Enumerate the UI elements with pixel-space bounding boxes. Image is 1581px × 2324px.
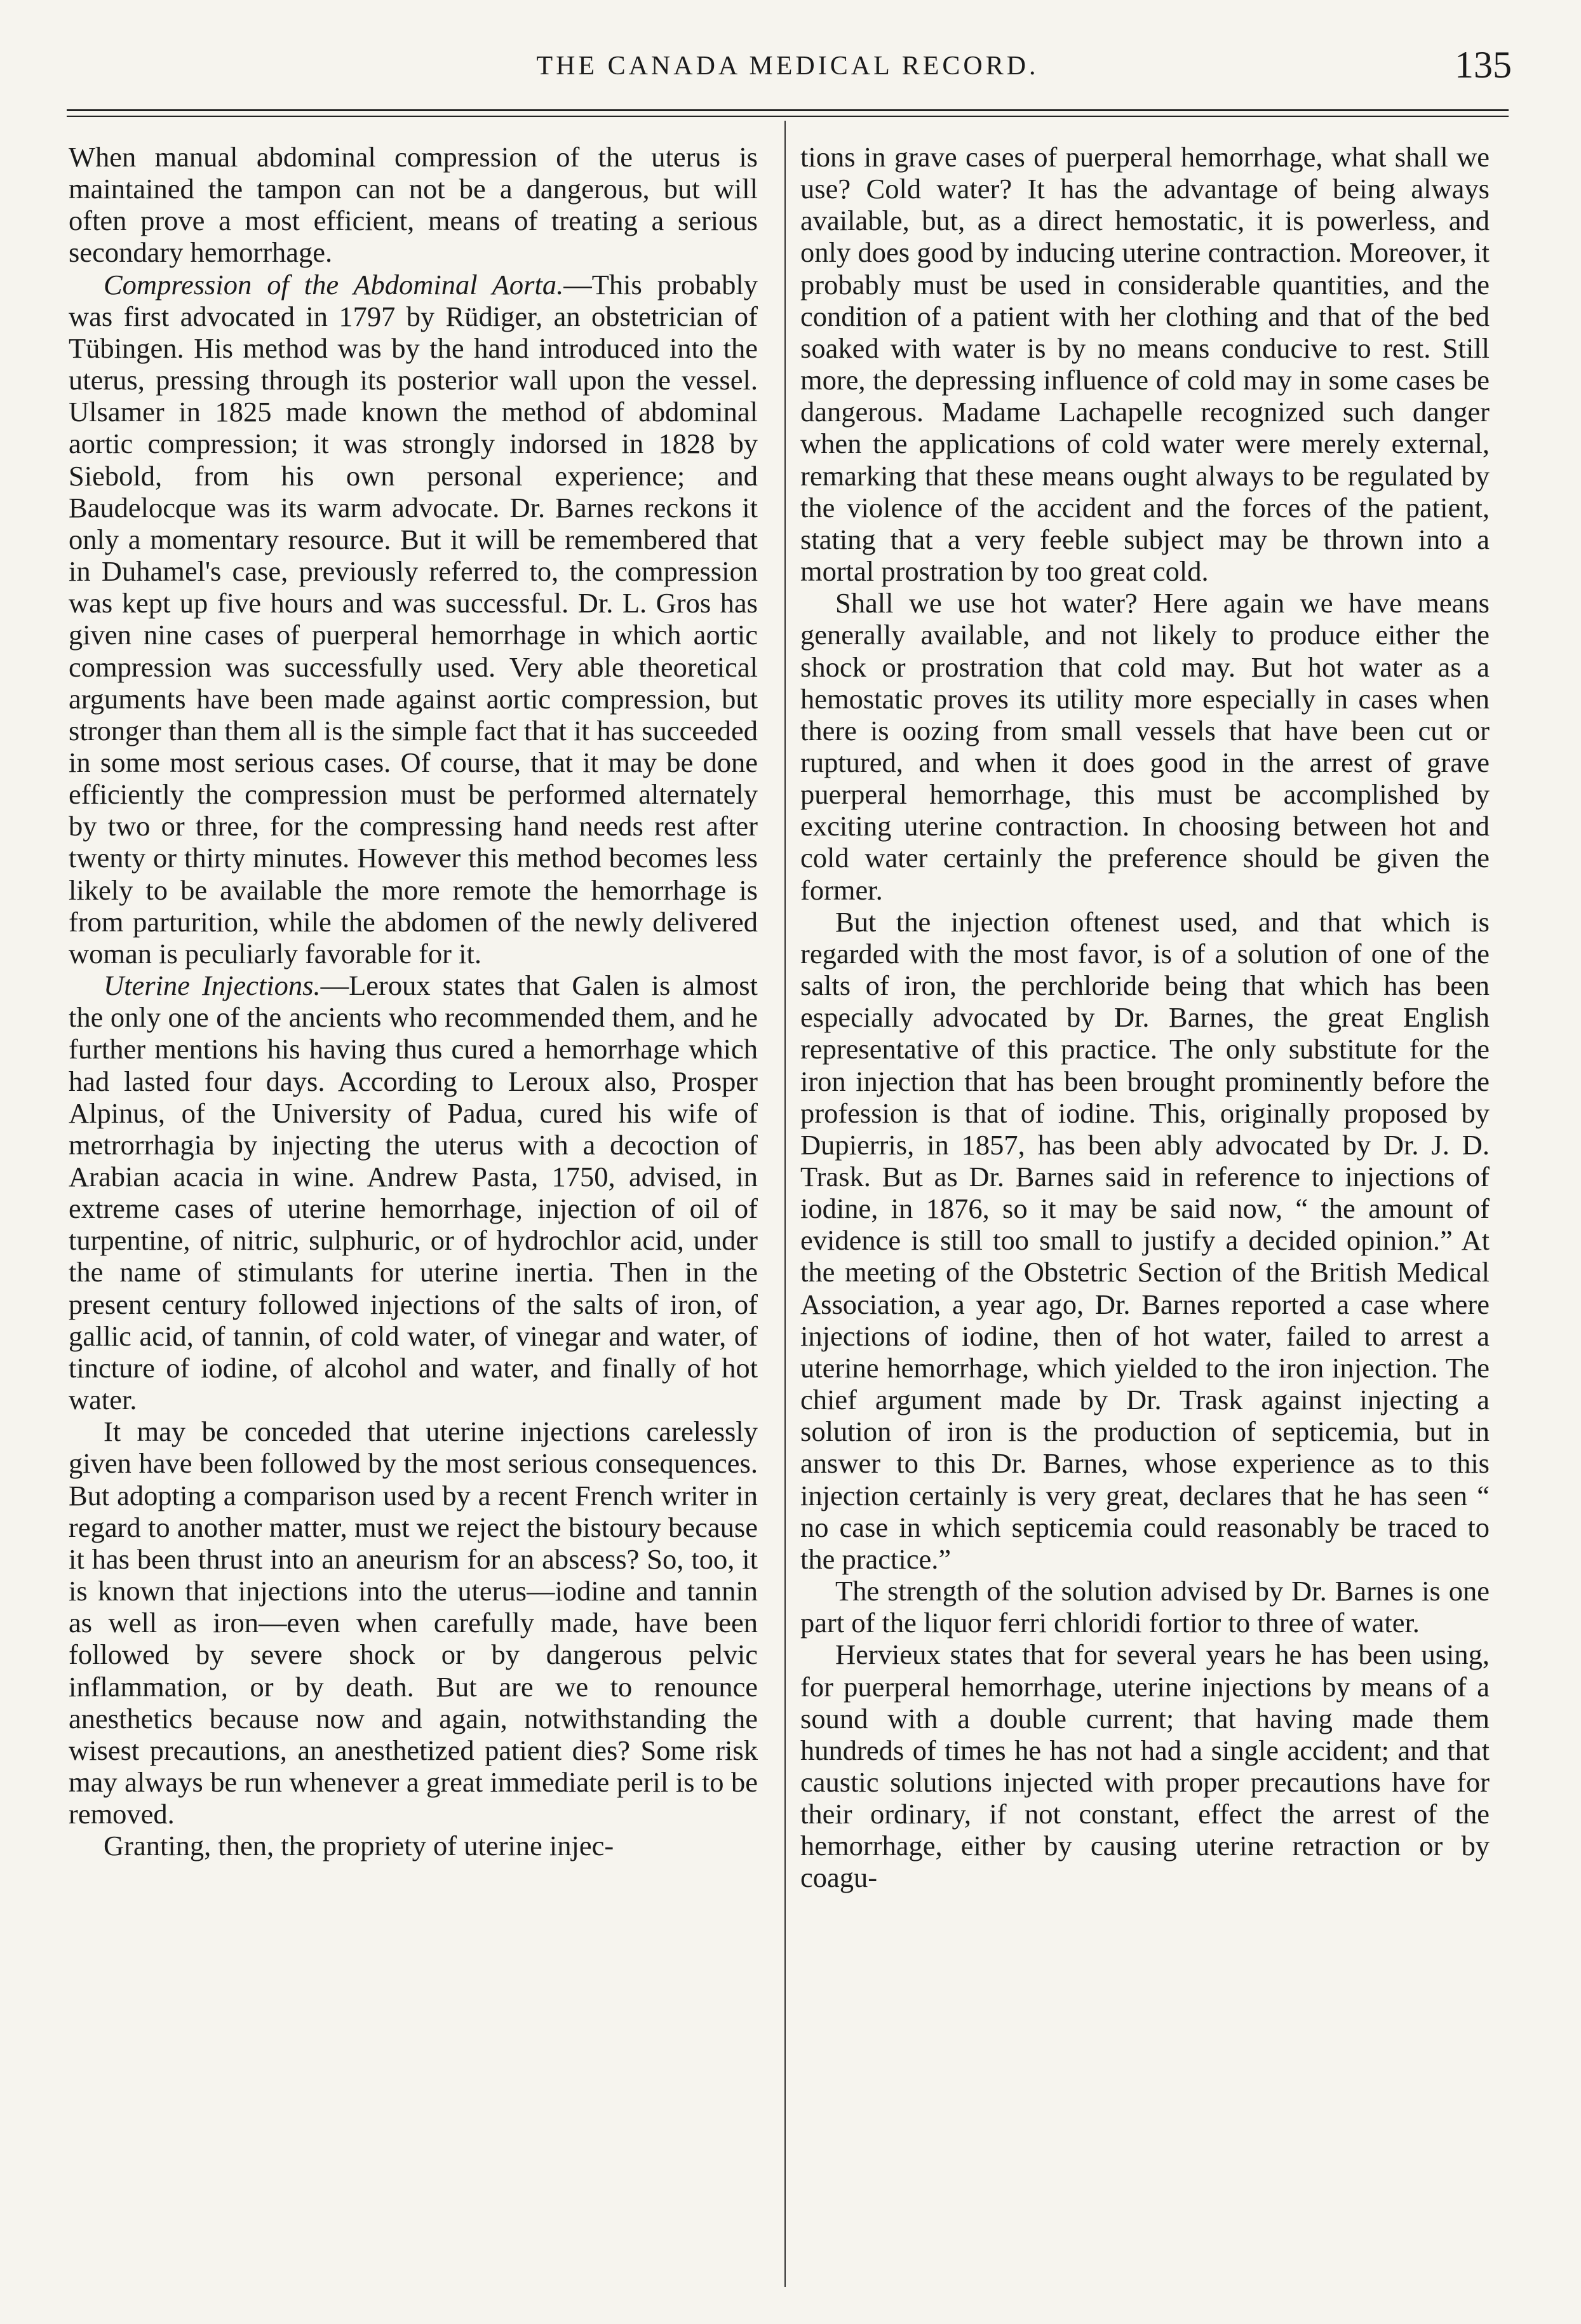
paragraph-hot-water: Shall we use hot water? Here again we have means generally available, and not likely to produce either the shock or prostration that cold may. But hot water as a hemostatic proves its utility more especially in cases when there is oozing from small vessels that have been cut or ruptured, and when it does good in the arrest of grave puerperal hemorrhage, this must be accomplished by exciting uterine contraction. In choosing between hot and cold water certainly the preference should be given the former.: [800, 587, 1490, 906]
header-rule-thin: [67, 116, 1509, 117]
right-column: [800, 141, 1490, 1894]
paragraph-uterine-injections-body: —Leroux states that Galen is almost the only one of the ancients who recommended them, and he further mentions his having thus cured a hemorrhage which had lasted four days. According to Leroux also, Prosper Alpinus, of the University of Padua, cured his wife of metrorrhagia by injecting the uterus with a decoction of Arabian acacia in wine. Andrew Pasta, 1750, advised, in extreme cases of uterine hemorrhage, injection of oil of turpentine, of nitric, sulphuric, or of hydrochlor acid, under the name of stimulants for uterine inertia. Then in the present century followed injections of the salts of iron, of gallic acid, of tannin, of cold water, of vinegar and water, of tincture of iodine, of alcohol and water, and finally of hot water.: [69, 969, 758, 1416]
paragraph-iron-injection: But the injection oftenest used, and that which is regarded with the most favor, is of a solution of one of the salts of iron, the perchloride being that which has been especially advocated by Dr. Barnes, the great English representative of this practice. The only substitute for the iron injection that has been brought prominently before the profession is that of iodine. This, originally proposed by Dupierris, in 1857, has been ably advocated by Dr. J. D. Trask. But as Dr. Barnes said in reference to injections of iodine, in 1876, so it may be said now, “ the amount of evidence is still too small to justify a decided opinion.” At the meeting of the Obstetric Section of the British Medical Association, a year ago, Dr. Barnes reported a case where injections of iodine, then of hot water, failed to arrest a uterine hemorrhage, which yielded to the iron injection. The chief argument made by Dr. Trask against injecting a solution of iron is the production of septicemia, but in answer to this Dr. Barnes, whose experience as to this injection certainly is very great, declares that he has seen “ no case in which septicemia could reasonably be traced to the practice.”: [800, 905, 1490, 1575]
section-heading-aortic-compression: Compression of the Abdominal Aorta.: [104, 268, 564, 301]
header-rule-thick: [67, 109, 1509, 111]
column-divider: [784, 121, 786, 2287]
journal-title: THE CANADA MEDICAL RECORD.: [536, 51, 1039, 81]
paragraph-solution-strength: The strength of the solution advised by Dr. Barnes is one part of the liquor ferri chloridi fortior to three of water.: [800, 1575, 1490, 1639]
paragraph-consequences: It may be conceded that uterine injections carelessly given have been followed by the most serious consequences. But adopting a comparison used by a recent French writer in regard to another matter, must we reject the bistoury because it has been thrust into an aneurism for an abscess? So, too, it is known that injections into the uterus—iodine and tannin as well as iron—even when carefully made, have been followed by severe shock or by dangerous pelvic inflammation, or by death. But are we to renounce anesthetics because now and again, notwithstanding the wisest precautions, an anesthetized patient dies? Some risk may always be run whenever a great immediate peril is to be removed.: [69, 1415, 758, 1830]
paragraph-manual-compression: When manual abdominal compression of the uterus is maintained the tampon can not be a dangerous, but will often prove a most efficient, means of treating a serious secondary hemorrhage.: [69, 141, 758, 269]
page-number: 135: [1455, 44, 1512, 86]
paragraph-aortic-compression-body: —This probably was first advocated in 1797 by Rüdiger, an obstetrician of Tübingen. His method was by the hand introduced into the uterus, pressing through its posterior wall upon the vessel. Ulsamer in 1825 made known the method of abdominal aortic compression; it was strongly indorsed in 1828 by Siebold, from his own personal experience; and Baudelocque was its warm advocate. Dr. Barnes reckons it only a momentary resource. But it will be remembered that in Duhamel's case, previously referred to, the compression was kept up five hours and was successful. Dr. L. Gros has given nine cases of puerperal hemorrhage in which aortic compression was successfully used. Very able theoretical arguments have been made against aortic compression, but stronger than them all is the simple fact that it has succeeded in some most serious cases. Of course, that it may be done efficiently the compression must be performed alternately by two or three, for the compressing hand needs rest after twenty or thirty minutes. However this method becomes less likely to be available the more remote the hemorrhage is from parturition, while the abdomen of the newly delivered woman is peculiarly favorable for it.: [69, 268, 758, 969]
paragraph-aortic-compression: [69, 269, 758, 969]
running-head: [64, 46, 1512, 97]
paragraph-hervieux: Hervieux states that for several years he has been using, for puerperal hemorrhage, uterine injections by means of a sound with a double current; that having made them hundreds of times he has not had a single accident; and that caustic solutions injected with proper precautions have for their ordinary, if not constant, effect the arrest of the hemorrhage, either by causing uterine retraction or by coagu-: [800, 1638, 1490, 1894]
paragraph-granting: Granting, then, the propriety of uterine injec-: [104, 1830, 614, 1862]
paragraph-uterine-injections: [69, 969, 758, 1415]
section-heading-uterine-injections: Uterine Injections.: [104, 969, 321, 1002]
left-column: [69, 141, 758, 1861]
paragraph-cold-water: tions in grave cases of puerperal hemorrhage, what shall we use? Cold water? It has the advantage of being always available, but, as a direct hemostatic, it is powerless, and only does good by inducing uterine contraction. Moreover, it probably must be used in considerable quantities, and the condition of a patient with her clothing and that of the bed soaked with water is by no means conducive to rest. Still more, the depressing influence of cold may in some cases be dangerous. Madame Lachapelle recognized such danger when the applications of cold water were merely external, remarking that these means ought always to be regulated by the violence of the accident and the forces of the patient, stating that a very feeble subject may be thrown into a mortal prostration by too great cold.: [800, 141, 1490, 588]
